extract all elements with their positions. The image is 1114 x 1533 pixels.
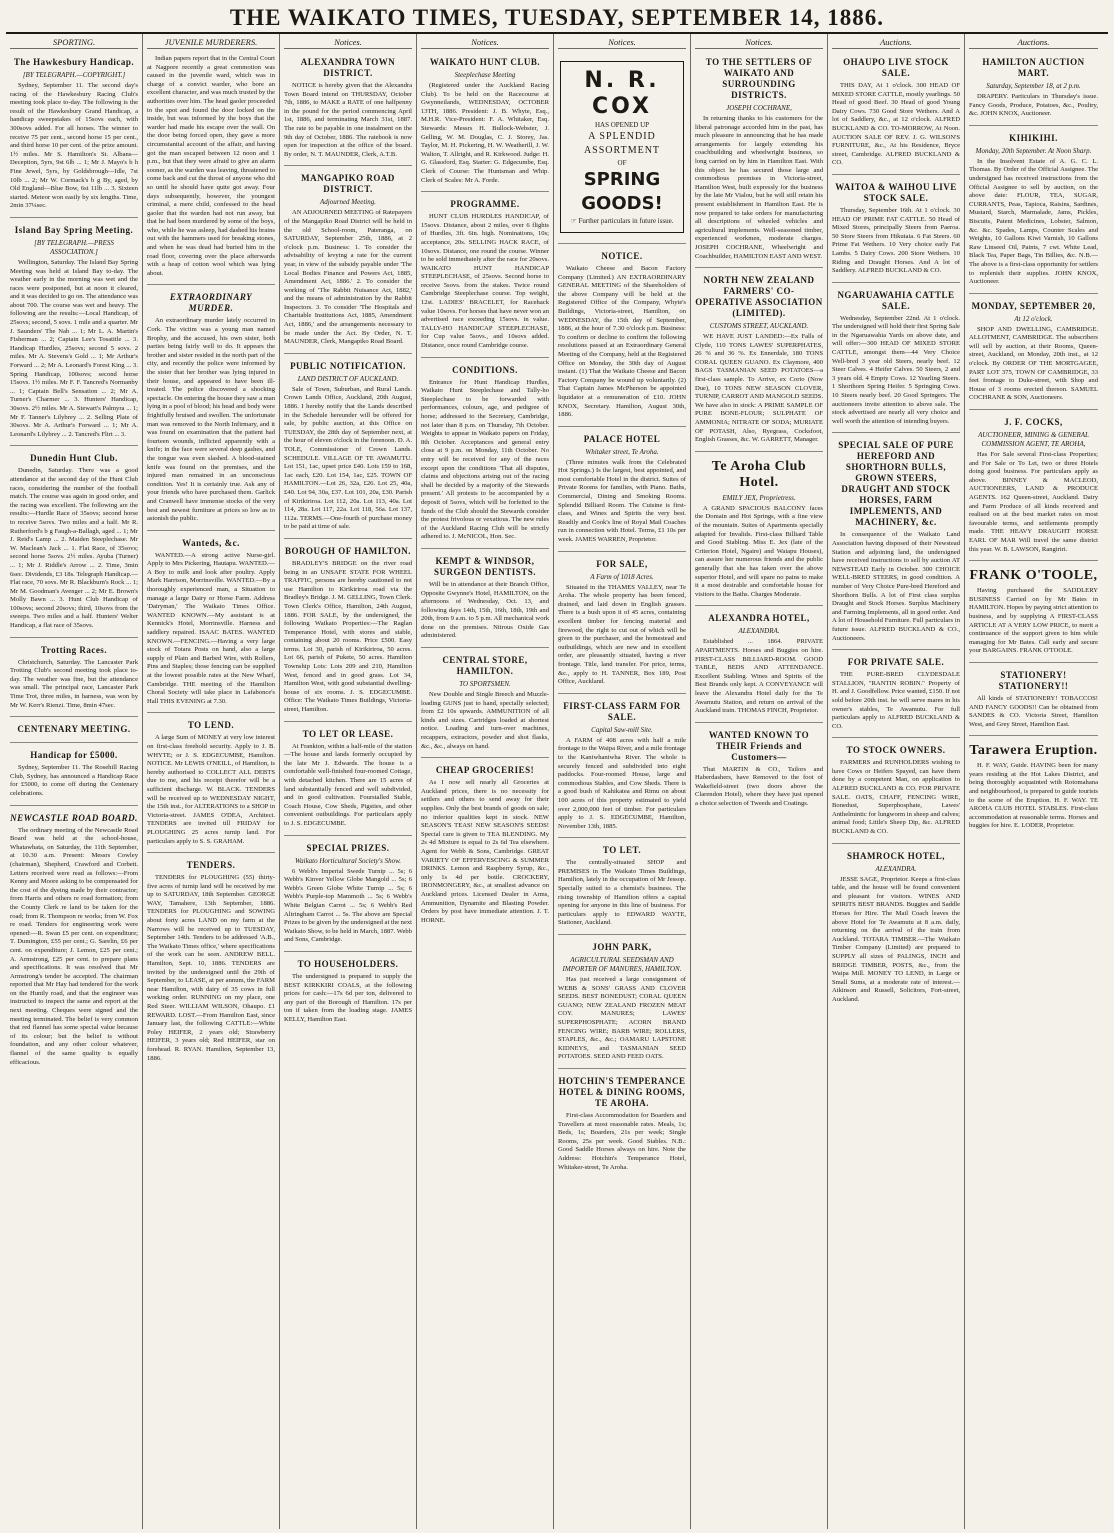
article-body: First-class Accommodation for Boarders and Travellers at most reasonable rates. Meals, 1s; Beds, 1s; Boarders, 21s per week; Single Rooms, 25s per week. Good Stables. N.B.: Good Saddle Horses always on hire. Note the Address: Hotchin's Temperance Hotel, Whitaker-street, Te Aroha. <box>558 1111 686 1171</box>
article <box>969 129 1098 294</box>
article-body: Situated in the THAMES VALLEY, near Te Aroha. The whole property has been fenced, drained, and laid down in English grasses. There is a bush upon it of 45 acres, containing excellent timber for fencing material and firewood, the right to cut out of which will be given to the purchaser, and the homestead and outbuildings, which are new and in excellent order, are pleasantly situated, having a river frontage. Title, land transfer. For price, terms, &c., apply to H. TANNER, Box 189, Post Office, Auckland. <box>558 583 686 686</box>
article-body: Entrance for Hunt Handicap Hurdles, Waikato Hunt Steeplechase and Tally-ho Steeplechase to be forwarded with performances, colours, age, and pedigree of horse; addressed to the Secretary, Cambridge, not later than 8 p.m. on Thursday, 7th October. Weights to appear in Waikato papers on Friday, 8th October. Acceptances and general entry close at 9 p.m. on Monday, 11th October. No entry will be received for any of the races except upon the conditions 'That all disputes, claims and objections arising out of the racing shall be decided by a majority of the Stewards present.' All protests to be accompanied by a deposit of 5sovs, which will be forfeited to the funds of the Club should the Stewards consider the protest frivolous or vexatious. The new rules of the Auckland Racing Club will be strictly adhered to. J. McNICOL, Hon. Sec. <box>421 378 549 541</box>
article-heading: FOR SALE, <box>596 558 648 569</box>
column-8 <box>965 34 1102 1529</box>
article-heading: WANTED KNOWN TO THEIR Friends and Customers— <box>708 729 810 762</box>
article-body: Sydney, September 11. The second day's racing of the Hawkesbury Racing Club's meeting took place to-day. The following is the result of the Hawkesbury Grand Handicap, a handicap sweepstakes of 15sovs each, with 300sovs added. For all horses. The winner to receive 75 per cent., second horse 15 per cent., and third horse 10 per cent. of the prize amount. 1½ miles. Mr S. Hamilton's St. Albans—Deception, 5yrs, 9st 6lb ... 1; Mr J. Mayo's b h Fine Jewel, 5yrs, by Goldsbrough—Idle, 7st 10lb ... 2; Mr W. Cormack's b g By, aged, by Old England—Blue Bow, 6st 11lb ... 3. Sixteen started. Meteor won easily by six lengths. Time, 2min 37¼sec. <box>10 82 138 210</box>
column-header: Notices. <box>558 36 686 49</box>
article-heading: PALACE HOTEL <box>583 433 661 444</box>
article-heading: SHAMROCK HOTEL, <box>846 850 945 861</box>
article-body: HUNT CLUB HURDLES HANDICAP, of 15sovs. Distance, about 2 miles, over 6 flights of Hurdles, 3ft. 6in. high. Nominations, 10s; acceptance, 20s. SELLING HACK RACE, of 10sovs. Distance, one round the course. Winner to be sold immediately after the race for 20sovs. WAIKATO HUNT HANDICAP STEEPLECHASE, of 25sovs. Second horse to receive 5sovs. from the stakes. Twice round Cambridge Steeplechase course. Top weight, 12st. LADIES' BRACELET, for Racehack value 10sovs. For horses that have never won an advertised race exceeding 15sovs. in value. TALLY-HO HANDICAP STEEPLECHASE, for Cup value 5sovs., and 10sovs added. Distance, once round Cambridge course. <box>421 213 549 350</box>
article <box>832 286 960 434</box>
article-body: Indian papers report that in the Central Court at Nagpore recently a great commotion was caused in the juvenile ward, which was in charge of a convict warder, who bore an excellent character, and was much trusted by the authorities over him. The head gaoler proceeded to the spot and found the door locked on the inside, but was informed by the boys that the warder had made his escape over the wall. On the door being forced open, they gave a more circumstantial account of the affair, and having got the man escaped between 12 noon and 1 p.m., but that they were afraid to give an alarm sooner, as the warden was leaving, threatened to come back and cut the throat of anyone who did so until he should have quite got away. Four days subsequently, however, the youngest criminal, a mere child, confessed to the head gaoler that the warden had not run away, but that he had been murdered by some of the boys, who, while he was asleep, had dashed his brains out with the hammers used for breaking stones, and when he was dead had buried him in the road floor, covering over the place afterwards with a heap of cotton wool which was lying about. <box>147 55 275 277</box>
article-subheading: [BY TELEGRAPH.—PRESS ASSOCIATION.] <box>34 238 114 256</box>
article-heading: Trotting Races. <box>40 644 108 655</box>
article-subheading: JOSEPH COCHRANE, <box>726 104 792 112</box>
article-heading: The Hawkesbury Handicap. <box>13 57 135 67</box>
article <box>695 726 823 815</box>
article-heading: Dunedin Hunt Club. <box>30 453 118 464</box>
column-header: Notices. <box>695 36 823 49</box>
article-subheading: A Farm of 1018 Acres. <box>590 572 654 581</box>
article-heading: WAIKATO HUNT CLUB. <box>429 57 541 67</box>
article <box>421 53 549 192</box>
article <box>10 720 138 743</box>
ad-note: ☞ Further particulars in future issue. <box>570 217 674 225</box>
article-heading: ALEXANDRA TOWN DISTRICT. <box>300 57 396 78</box>
article-body: Sydney, September 11. The Rosehill Racing Club, Sydney, has announced a Handicap Race for £5000, to come off during the Centenary celebrations. <box>10 764 138 797</box>
article-subheading: AUCTIONEER, MINING & GENERAL COMMISSION AGENT, TE AROHA, <box>978 431 1089 449</box>
article-subheading: Capital Saw-mill Site. <box>591 725 653 734</box>
article <box>832 53 960 175</box>
article-heading: CONDITIONS. <box>452 364 518 375</box>
article-heading: Handicap for £5000. <box>30 750 118 761</box>
article-heading: SPECIAL SALE OF PURE HEREFORD AND SHORTHORN BULLS, GROWN STEERS, DRAUGHT AND STOCK HORSES, FARM IMPLEMENTS, AND MACHINERY, &c. <box>838 440 954 528</box>
article-subheading: LAND DISTRICT OF AUCKLAND. <box>297 374 399 383</box>
article <box>284 839 412 952</box>
article <box>284 955 412 1031</box>
article-body: At Frankton, within a half-mile of the station—The house and lands formerly occupied by the late Mr J. Edwards. The house is a comfortable well-finished four-roomed Cottage, with detached kitchen. There are 15 acres of land substantially fenced and well subdivided, and in good cultivation. Fourstalled Stable, Coach House, Cow Sheds, Pigsties, and other convenient outbuildings. For particulars apply to J. S. EDGECUMBE. <box>284 742 412 827</box>
article-body: H. F. WAY, Guide. HAVING been for many years residing at the Hot Lakes District, and being thoroughly acquainted with Rotomahana and neighbourhood, is prepared to guide tourists to the scene of the Eruption. H. F. WAY. TE AROHA CLUB HOTEL STABLES. First-class accommodation at reasonable terms. Horses and buggies for hire. E. LODER, Proprietor. <box>969 762 1098 830</box>
article <box>147 716 275 853</box>
article-body: BRADLEY'S BRIDGE on the river road being in an UNSAFE STATE FOR WHEEL TRAFFIC, persons are hereby cautioned to not use Hamilton to Kirikiriroa road via the Bradley's Bridge. J. M. GELLING, Town Clerk. Town Clerk's Office, Hamilton, 24th August, 1886. FOR SALE, by the undersigned, the following Waikato Properties:—The Raglan Temperance Hotel, with stores and stable, containing about 20 rooms. Price £500. Easy terms. Lot 30, parish of Kirikiriroa, 50 acres. Lot 66, parish of Pukete, 50 acres. Hamilton Township Lots: Lots 209 and 210, Hamilton West, fenced and in good grass. Lot 34, Hamilton West, with good substantial dwelling-house of six rooms. J. S. EDGECUMBE. Office: The Waikato Times Buildings, Victoria-street, Hamilton. <box>284 559 412 714</box>
article-subheading: ALEXANDRA. <box>738 627 780 636</box>
article <box>695 609 823 722</box>
column-header: Notices. <box>284 36 412 49</box>
article-heading: NGARUAWAHIA CATTLE SALE. <box>837 289 955 311</box>
article-body: Dunedin, Saturday. There was a good attendance at the second day of the Hunt Club races, considering the number of the football match. The course was again in good order, and the racing was excellent. The following are the results:—Hurdle Race of 35sovs; second horse to receive 5sovs. Two miles and a half. Mr R. Rutherford's b g Faugh-a-Ballagh, aged ... 1; Mr J. Reid's Lamp ... 2. Maiden Steeplechase. Mr W. Maclean's Jack ... 1. Flat Race, of 35sovs; second horse 5sovs. 2½ miles. Ayuba (Turner) ... 1; Mr J. Riddle's Arrow ... 2. Time, 3min 6sec. Dividends, £3 18s. Telegraph Handicap.—Flat race, 70 sovs. Mr R. Blackburn's Rock ... 1; Mr M. Goodman's Avenger ... 2; Mr E. Brown's Molly Bawn ... 3. Hunt Club Handicap of 100sovs; second 20sovs; third, 10sovs from the sweeps. Two miles and a half. Hunters' Welter Handicap, a flat race of 35sovs. <box>10 467 138 630</box>
article <box>10 449 138 637</box>
article-heading: JOHN PARK, <box>592 942 652 953</box>
article-body: AN ADJOURNED MEETING of Ratepayers of the Mangapiko Road District will be held in the old School-room, Pateranga, on SATURDAY, September 25th, 1886, at 2 o'clock p.m. Business: 1. To consider the advisability of levying a rate for the current year, in view of the subsidy payable under 'The Local Bodies Finance and Powers Act, 1885, Amendment Act, 1886.' 2. To consider the working of 'The Rabbit Nuisance Act, 1882,' and the means of administration by the Rabbit Inspectors. 3. To consider 'The Hospitals and Charitable Institutions Act, 1885, Amendment Act, 1886,' and the arrangements necessary to be made under the Act. By Order, N. T. MAUNDER, Clerk, Mangapiko Road Board. <box>284 209 412 346</box>
article-body: A GRAND SPACIOUS BALCONY faces the Domain and Hot Springs, with a fine view of the mountain. Suites of Apartments specially adapted for Invalids. First-class Billiard Table and Good Stabling. Miss E. Jex (late of the Criterion Hotel, Ngaire) and Waiapu Houses), can assure her numerous friends and the public generally that she has taken over the above superior Hotel, and will spare no pains to make it a most desirable and comfortable house for visitors to the Baths. Charges Moderate. <box>695 504 823 598</box>
article-body: THE PURE-BRED CLYDESDALE STALLION, "RANTIN ROBIN." Property of H. and J. Goodfellow. Price wanted, £150. If not sold before 20th inst. he will serve mares in his owner's stables, Te Awamutu. For full particulars apply to ALFRED BUCKLAND & CO. <box>832 671 960 730</box>
article-heading: NORTH NEW ZEALAND FARMERS' CO-OPERATIVE ASSOCIATION (LIMITED). <box>695 275 823 319</box>
article-heading: Te Aroha Club Hotel. <box>711 458 807 490</box>
article-body: SHOP AND DWELLING, CAMBRIDGE. ALLOTMENT, CAMBRIDGE. The subscribers will sell by auction, at their Rooms, Queen-street, Auckland, on Monday, 20th inst., at 12 o'clock. By ORDER OF THE MORTGAGEE, PART LOT 375, TOWN OF CAMBRIDGE, 33 feet frontage to Duke-street, with Shop and House of 3 rooms erected thereon. SAMUEL COCHRANE & SON, Auctioneers. <box>969 325 1098 402</box>
advertisement-box <box>560 61 684 233</box>
article-heading: TO STOCK OWNERS. <box>846 745 946 756</box>
article-subheading: CUSTOMS STREET, AUCKLAND. <box>709 322 809 331</box>
article-heading: CENTENARY MEETING. <box>17 724 131 735</box>
article <box>969 53 1098 126</box>
article <box>10 641 138 718</box>
article-heading: TO LET. <box>602 845 642 856</box>
article-body: WE HAVE JUST LANDED:—Ex Falls of Clyde, 110 TONS LAWES' SUPERPHATES, 26 % and 36 %. Ex Ennerdale, 180 TONS CORAL QUEEN GUANO. Ex Claymore, 400 BAGS TASMANIAN SEED POTATOES—a first-class sample. To Arrive, ex Corio (Now Due), 10 TONS NEW SEASON CLOVER, TURNIP, CARROT AND MANGOLD SEEDS. We have also in stock: A PRIME SAMPLE OF PURE BONE-FLOUR; SULPHATE OF AMMONIA; NITRATE OF SODA; MURIATE OF POTASH, Also, Ryegrass, Cocksfoot, English Grasses, &c. W. GARRETT, Manager. <box>695 333 823 444</box>
article-heading: CENTRAL STORE, HAMILTON. <box>442 655 528 677</box>
article-body: The centrally-situated SHOP and PREMISES in The Waikato Times Buildings, Hamilton, lately in the occupation of Mr Jessop. Specially suited to a chemist's business. The rising township of Hamilton offers a capital opening for anyone in this line of business. For particulars apply to EDWARD WAYTE, Stationer, Auckland. <box>558 859 686 927</box>
article-body: Has For Sale several First-class Properties; and For Sale or To Let, two or three Hotels doing good business. For particulars apply as above. BINNEY & MACLEOD, AUCTIONEERS, LAND & PRODUCE AGENTS. 162 Queen-street, Auckland. Dairy and Farm Produce of all kinds received and realised on at the best market rates on most favourable terms, and settlements promptly made. THE HEAVY DRAUGHT HORSE EARL OF MAR Will travel the same district this year. W. B. LAWSON, Rangiriri. <box>969 451 1098 553</box>
article-body: Wednesday, September 22nd. At 1 o'clock. The undersigned will hold their first Spring Sale in the Ngaruawahia Yards on above date, and will offer:—300 HEAD OF MIXED STORE CATTLE, amongst them—44 Very Choice Well-bred 3 year old Steers, nearly beef. 12 Steer Calves. 4 Heifer Calves. 50 Steers, 2 and 3 years old. 4 Empty Cows. 12 Yearling Steers. 1 Shorthorn Spring Heifer. 5 Springing Cows. 10 Steers nearly beef. 20 Good Springers. The auctioneers invite attention to above sale. The stock advertised are nearly all very choice and well worth the attention of intending buyers. <box>832 314 960 425</box>
article-body: In returning thanks to his customers for the liberal patronage accorded him in the past, has much pleasure in announcing that he has made arrangements for largely extending his coachbuilding and wheelwright business, so long carried on by him in Hamilton East. With this object he has secured those large and commodious premises in Victoria-street, Hamilton West, built expressly for the business by the late Mr Vialou, but he will still retain his present establishment in Hamilton East. He is now prepared to take orders for manufacturing all descriptions of wheeled vehicles and agricultural implements. Well-seasoned timber, experienced workmen, moderate charges. JOSEPH COCHRANE, Wheelwright and Coachbuilder, HAMILTON EAST AND WEST. <box>695 115 823 260</box>
article-body: TENDERS for PLOUGHING (55) thirty-five acres of turnip land will be received by me up to SATURDAY, 18th September. GEORGE WAY, Tamahere, 13th September, 1886. TENDERS for PLOUGHING and SOWING about forty acres LAND on my farm at the Narrows will be received up to TUESDAY, September 14th. Tenders to be addressed 'A.B., The Waikato Times office,' where specifications of the work can be seen. ANDREW BELL. Hamilton, Sept. 10, 1886. TENDERS are invited by the undersigned until the 29th of September, to LEASE, at per annum, the FARM near Hamilton, with dairy of 35 cows in full working order. RUNNING on my place, one Red Steer. WILLIAM WILSON, Ohaupo. £1 REWARD. LOST.—From Hamilton East, since January last, the following CATTLE:—White Poley HEIFER, 2 years old; Strawberry HEIFER, 3 years old; Red HEIFER, star on forehead. R. RYAN. Hamilton, September 13, 1886. <box>147 874 275 1062</box>
article-body: NOTICE is hereby given that the Alexandra Town Board intend on THURSDAY, October 7th, 1886, to MAKE a RATE of one halfpenny in the pound for the period commencing April 1st, 1886, and terminating March 31st, 1887. The rate to be payable in one instalment on the 9th day of October, 1886. The ratebook is now open for inspection at the office of the board. By order, N. T. MAUNDER, Clerk, A.T.B. <box>284 82 412 158</box>
article <box>558 555 686 694</box>
article-heading: WAITOA & WAIHOU LIVE STOCK SALE. <box>835 181 957 203</box>
article-subheading: Adjourned Meeting. <box>320 198 376 207</box>
article-body: WANTED.—A strong active Nurse-girl. Apply to Mrs Pickering, Hautapu. WANTED.—A Boy to milk and look after poultry. Apply Mark Harrison, Morrinsville. WANTED.—By a thoroughly experienced man, a Situation to manage a large Dairy or Horse Farm. Address 'Dairyman,' The Waikato Times Office. WANTED KNOWN.—My assistant is at Kennick's Hotel, Morrinsville. Harness and saddlery repaired. ISAAC BATES. WANTED KNOWN.—FENCING.—Having a very large stock of Totara Posts on hand, also a large supply of Plain and Barbed Wire, with Rollers, Pins and Staples; those fencing can be supplied at the lowest possible rates at the New Wharf, Cambridge. THE meeting of the Hamilton Choral Society will take place in Lafabonce's Hall THIS EVENING at 7.30. <box>147 551 275 705</box>
article <box>10 746 138 805</box>
article <box>695 271 823 452</box>
ad-subline: HAS OPENED UP <box>594 121 650 129</box>
article-heading: Wanteds, &c. <box>182 537 240 548</box>
article-heading: J. F. COCKS, <box>1004 417 1063 428</box>
article-body: An extraordinary murder lately occurred in Cork. The victim was a young man named Brophy, and the accused, his own sister, both parties being fairly well to do. It appears the brother and sister resided in the north part of the city, and recently the police were informed by the sister that her brother was lying injured in their house, and appeared to have been ill-treated. The police discovered a shocking spectacle. On entering the house they saw a man lying in a pool of blood; his head and body were frightfully bruised and swollen. The unfortunate man was removed to the North Infirmary, and it was found on examination that the patient had fourteen wounds, inflicted apparently with a knife; in the face were several deep gashes, and the tongue was even slashed. A blood-stained knife was found on the premises, and the injured man remained in an unconscious condition. Yes! It is certainly true. Ask any of your friends who have purchased them. Garlick and Cranwell have immense stocks of the very best and newest furniture at prices so low as to astonish the public. <box>147 317 275 523</box>
article-heading: KEMPT & WINDSOR, SURGEON DENTISTS. <box>433 555 537 577</box>
article <box>10 53 138 218</box>
article-body: Established ... 1864. PRIVATE APARTMENTS. Horses and Buggies on hire. FIRST-CLASS BILLIARD-ROOM. GOOD TABLE, BEDS AND ATTENDANCE. Excellent Stabling. Wines and Spirits of the Best Brands only kept. A CONVEYANCE will leave the Alexandra Hotel daily for the Te Awamutu Station, and return on arrival of the Auckland train. THOMAS FINCH, Proprietor. <box>695 638 823 715</box>
article <box>421 761 549 931</box>
article <box>832 847 960 1011</box>
article-heading: CHEAP GROCERIES! <box>435 765 535 776</box>
article <box>421 195 549 358</box>
article-heading: FOR PRIVATE SALE. <box>847 657 945 668</box>
article <box>558 841 686 935</box>
article <box>832 178 960 283</box>
article-body: A large Sum of MONEY at very low interest on first-class freehold security. Apply to J. B. WHYTE; or J. S. EDGECUMBE, Hamilton. NOTICE. Mr LEWIS O'NEILL, of Hamilton, is hereby authorised to COLLECT ALL DEBTS due to me, and his receipt therefor will be a sufficient discharge. W. BLACK. TENDERS will be received up to WEDNESDAY NIGHT, the 15th inst., for ALTERATIONS to a SHOP in Victoria-street. JAMES O'DEA, Architect. TENDERS are invited till FRIDAY for PLOUGHING 25 acres turnip land. For particulars apply to S. S. GRAHAM. <box>147 734 275 845</box>
article <box>969 666 1098 736</box>
column-4 <box>417 34 554 1529</box>
article-heading: PUBLIC NOTIFICATION. <box>290 360 406 371</box>
article <box>558 430 686 552</box>
article-body: Has just received a large consignment of WEBB & SONS' GRASS AND CLOVER SEEDS. BEST BONEDUST; CORAL QUEEN GUANO; NEW ZEALAND FROZEN MEAT COY. MANURES; LAWES' SUPERPHOSPHATE; ACORN BRAND FENCING WIRE; BARB WIRE; ROLLERS, STAPLES, &c., &c.; OAMARU LAPSTONE KIDNEYS, and TASMANIAN SEED POTATOES. SEED AND FEED OATS. <box>558 976 686 1061</box>
article-body: New Double and Single Breech and Muzzle-loading GUNS just to hand, specially selected; from £2 10s upwards. AMMUNITION of all kinds and sizes. Cartridges loaded at shortest notice. Loading and turn-over machines, recappers, extractors, powder and shot flasks, &c., &c., always on hand. <box>421 691 549 750</box>
article <box>832 741 960 843</box>
ad-title: SPRING GOODS! <box>581 169 663 214</box>
column-7 <box>828 34 965 1529</box>
article-body: The ordinary meeting of the Newcastle Road Board was held at the school-house, Whatawhata, on Saturday, the 11th September, at 10.30 a.m. Present: Messrs Cowley (chairman), Shepherd, Crawford and Corbett. Letters received were read as follows:—From Kenny and Moore asking to be compensated for the cost of the dyeing made by their contractor; from Harris and others re road formation; from the County Clerk re land to be taken for the road; from R. Thompson re works; from W. Fox re road. Tenders for engineering work were opened:—R. Swan £5 per cent. on expenditure; T. Dumington, £55 per cent.; G. Sarelin, £6 per cent. on expenditure; J. Lemon, £25 per cent.; A. Armstrong, £25 per cent. to prepare plans and specifications. It was resolved that Mr Armstrong's tender be accepted. The chairman reported that Mr Hay had tendered for the work on the Huntly road, and that the engineer was instructed to inspect the same and report at the next meeting. Cheques were signed and the meeting terminated. The belief is very common that red flannel has some special value because of its colour; but the belief is without foundation, and any other colour whatever, flannel of the same quality is equally efficacious. <box>10 826 138 1066</box>
article <box>147 53 275 285</box>
article-heading: Island Bay Spring Meeting. <box>14 224 134 235</box>
article-heading: BOROUGH OF HAMILTON. <box>285 545 411 556</box>
article <box>421 651 549 758</box>
article-heading: ALEXANDRA HOTEL, <box>708 613 810 624</box>
article <box>147 534 275 714</box>
article-subheading: AGRICULTURAL SEEDSMAN AND IMPORTER OF MANURES, HAMILTON. <box>562 956 682 974</box>
article-subheading: Whitaker street, Te Aroha. <box>585 447 659 456</box>
article-heading: NOTICE. <box>601 251 643 261</box>
article-subheading: Steeplechase Meeting <box>454 71 516 79</box>
article-heading: SPECIAL PRIZES. <box>306 842 390 853</box>
article-body: DRAPERY. Particulars in Thursday's issue. Fancy Goods, Produce, Potatoes, &c., Poultry, &c. JOHN KNOX, Auctioneer. <box>969 93 1098 118</box>
article-heading: FRANK O'TOOLE, <box>969 568 1098 584</box>
article-body: (Three minutes walk from the Celebrated Hot Springs.) Is the largest, best appointed, and most comfortable Hotel in the district. Suites of Private Rooms for families, with Piano. Baths, Commercial, Dining and Smoking Rooms. Splendid Billiard Room. The Cuisine is first-class, and Wines and Spirits the very best. Readily and Cook's line of Royal Mail Coaches run in connection with Hotel. Terms, £1 10s per week. JAMES WARREN, Proprietor. <box>558 458 686 544</box>
ad-headline: A SPLENDID ASSORTMENT <box>583 131 661 156</box>
article <box>284 169 412 354</box>
article-subheading: At 12 o'clock. <box>1014 314 1053 323</box>
column-header: Auctions. <box>969 36 1098 49</box>
article-body: Christchurch, Saturday. The Lancaster Park Trotting Club's second meeting took place to-day. The weather was fine, but the attendance was small. The principal race, Lancaster Park Time Trot, three miles, in harness, was won by Mr W. Kerr's Rienzi. Time, 8min 47sec. <box>10 658 138 709</box>
article-subheading: ALEXANDRA. <box>875 864 917 873</box>
article-subheading: Saturday, September 18, at 2 p.m. <box>986 82 1081 90</box>
article-body: Thursday, September 16th. At 1 o'clock. 30 HEAD OF PRIME FAT CATTLE. 50 Head of Mixed Stores, principally Steers from Paeroa. 50 Store Steers from Hikutaia. 6 Fat Steers. 60 Prime Fat Wethers. 10 Very choice early Fat Lambs. 5 Dairy Cows. 200 Store Wethers. 10 Riding and Draught Horses. And A lot of Saddlery. ALFRED BUCKLAND & CO. <box>832 206 960 275</box>
column-header: Auctions. <box>832 36 960 49</box>
article-heading: KIHIKIHI. <box>1009 132 1058 143</box>
article-body: (Registered under the Auckland Racing Club). To be held on the Racecourse at Gwynneilands, WEDNESDAY, OCTOBER 13TH, 1886. President: J. B. Whyte, Esq., M.H.R. Vice-President: F. A. Whitaker, Esq. Stewards: Messrs H. Bullock-Webster, J. Gelling, W. M. Douglas, C. J. Storey, Jas. Taylor, M. H. Pickering, H. W. Weatherill, J. W. Walton, T. Allright, and R. Kirkwood. Judge: H. G. Glassford, Esq. Starter: G. Edgecumbe, Esq. Clerk of Course: The Huntsman and Whip. Clerk of Scales: Mr A. Forde. <box>421 82 549 184</box>
article <box>969 564 1098 663</box>
article-heading: TO HOUSEHOLDERS. <box>297 958 399 969</box>
article-body: Sale of Town, Suburban, and Rural Lands. Crown Lands Office, Auckland, 20th August, 1886. I hereby notify that the Lands described in the Schedule hereunder will be offered for sale, by public auction, at this Office on TUESDAY, the 28th day of September next, at the hour of eleven o'clock in the forenoon. D. A. TOLE, Commissioner of Crown Lands. SCHEDULE. VILLAGE OF TE AWAMUTU. Lot 151, 1ac, upset price £40. Lots 159 to 168, 1ac each, £20. Lot 154, 1ac, £25. TOWN OF HAMILTON.—Lot 26, 32a, £26. Lot 25, 40a, £40. Lot 94, 30a, £37. Lot 101, 20a, £30. Parish of Kirikiriroa. Lot 112, 20a. Lot 113, 40a. Lot 114, 28a. Lot 117, 22a. Lot 118, 56a. Lot 137, 112a. TERMS.—One-fourth of purchase money to be paid at time of sale. <box>284 385 412 531</box>
article <box>558 697 686 839</box>
article-subheading: Waikato Horticultural Society's Show. <box>294 856 402 865</box>
article-heading: FIRST-CLASS FARM FOR SALE. <box>563 700 681 722</box>
article <box>147 856 275 1069</box>
article <box>832 436 960 650</box>
column-2 <box>143 34 280 1529</box>
article-heading: TO THE SETTLERS OF WAIKATO AND SURROUNDING DISTRICTS. <box>705 57 813 100</box>
article <box>147 288 275 530</box>
article-body: JESSE SAGE, Proprietor. Keeps a first-class table, and the house will be found convenient and pleasant for visitors. WINES AND SPIRITS BEST BRANDS. Buggies and Saddle Horses for Hire. The Mail Coach leaves the above Hotel for Te Awamutu at 8 a.m. daily, returning on the arrival of the train from Auckland. TOTARA TIMBER.—The Waikato Timber Company (Limited) are prepared to SUPPLY all sizes of PALINGS, INCH and BRIDGE TIMBER, POSTS, &c., from the Waipa Mill. MONEY TO LEND, in Large or Small Sums, at a moderate rate of interest.—Atkinson and Russell, Solicitors, Fort-street, Auckland. <box>832 875 960 1003</box>
article <box>695 455 823 607</box>
article <box>421 361 549 549</box>
article-heading: OHAUPO LIVE STOCK SALE. <box>843 57 949 78</box>
article-heading: PROGRAMME. <box>450 199 520 210</box>
article <box>284 53 412 166</box>
article <box>10 809 138 1074</box>
columns-container <box>6 34 1108 1529</box>
column-header: JUVENILE MURDERERS. <box>147 36 275 49</box>
article-body: Wellington, Saturday. The Island Bay Spring Meeting was held at Island Bay to-day. The weather early in the morning was wet and the races were postponed, but at noon it cleared, and it was decided to go on. The attendance was about 700. The course was wet and heavy. The following are the results:—Local Handicap, of 25sovs; second, 5 sovs. 1 mile and a quarter. Mr J. Saunders' The Nab ... 1; Mr L. A. Martin's Fisherman ... 2; Captain Lee's Tosatitle ... 3. Handicap Hurdles, 25sovs; second 5 sovs. 2 miles. Mr A. Stevens's Gold ... 1; Mr Arthur's Forward ... 2; Mr A. Leonard's Forest King ... 3. Spring Handicap, 100sovs; second horse 15sovs. 1½ miles. Mr F. F. Tancred's Normanby ... 1; Captain Bell's Sensation ... 2; Mr A. Turner's Charmer ... 3. Hunters' Handicap, 30sovs. 2½ miles. Mr A. Stewart's Palmyra ... 1; Mr F. Tanner's Lilybrey ... 2. Selling Plate of 30sovs. Mr A. Arthur's Forward ... 1; Mr A. Leonard's Lilybrey ... 2. Tancred's Flirt ... 3. <box>10 258 138 438</box>
article <box>558 247 686 427</box>
article-body: In consequence of the Waikato Land Association having disposed of their Newstead Station and adjoining land, the undersigned have received instructions to sell by auction AT NEWSTEAD Early in October. 300 CHOICE WELL-BRED STEERS, in good condition. A number of Very Choice Pure-bred Hereford and Shorthorn Bulls. A lot of First class surplus Draught and Stock Horses. Surplus Machinery and Farming Implements, all in good order. And A lot of Household Furniture. Full particulars in future issue. ALFRED BUCKLAND & CO., Auctioneers. <box>832 531 960 642</box>
article-body: All kinds of STATIONERY! TOBACCOS! AND FANCY GOODS!! Can be obtained from SANDES & CO. Victoria Street, Hamilton West, and Grey Street, Hamilton East. <box>969 694 1098 728</box>
article <box>969 739 1098 837</box>
article-subheading: Monday, 20th September. At Noon Sharp. <box>975 146 1092 155</box>
article-body: THIS DAY, At 1 o'clock. 300 HEAD OF MIXED STORE CATTLE, mostly yearlings. 50 Head of good Beef. 30 Head of good Young Dairy Cows. 730 Good Store Wethers. And A lot of Saddlery, &c., at 12 o'clock. ALFRED BUCKLAND & CO. TO-MORROW, At Noon. AUCTION SALE OF REV. J. G. WILSON'S FURNITURE, &c., At his Residence, Bryce street, Cambridge. ALFRED BUCKLAND & CO. <box>832 82 960 167</box>
article <box>421 552 549 648</box>
article-body: As I now sell nearly all Groceries at Auckland prices, there is no necessity for settlers and others to send away for their supplies. Only the best brands of goods on sale; no inferior qualities kept in stock. NEW SEASON'S TEAS! NEW SEASON'S SEEDS! Special care is given to TEA BLENDING. My 2s 4d Mixture is equal to 2s 6d Tea elsewhere. Agent for Webb & Sons, Cambridge. GREAT VARIETY OF EFFERVESCING & SUMMER DRINKS. Lemon and Raspberry Syrup, &c., only 1s 4d per bottle. CROCKERY, IRONMONGERY, &c., at smallest advance on Auckland prices. Licensed Dealer in Arms, Ammunition, Dynamite and Blasting Powder. Orders by post have immediate attention. J. T. HORNE. <box>421 779 549 924</box>
article-heading: NEWCASTLE ROAD BOARD. <box>10 812 138 823</box>
article <box>969 413 1098 561</box>
article <box>558 938 686 1069</box>
article-heading: HAMILTON AUCTION MART. <box>982 57 1085 78</box>
article-body: In the Insolvent Estate of A. G. C. L. Thomas. By Order of the Official Assignee. The undersigned has received instructions from the Official Assignee to sell by auction, on the above date: FLOUR, TEA, SUGAR, CURRANTS, Peas, Tapioca, Raisins, Sardines, Mustard, Starch, Marmalade, Jams, Pickles, Biscuits, Patent Medicines, Lobster, Salmon, &c. &c. Spades, Lamps, Counter Scales and Weights, 10 Gallons Kiwi Varnish, 10 Gallons Raw Linseed Oil, Paints, 7 cwt. White Lead, Black Tea, Paper Bags, Tin Billies, &c. N.B.—The above is a first-class opportunity for settlers to replenish their supplies. JOHN KNOX, Auctioneer. <box>969 157 1098 286</box>
column-header: Notices. <box>421 36 549 49</box>
column-header: SPORTING. <box>10 36 138 49</box>
article-body: Having purchased the SADDLERY BUSINESS Carried on by Mr Bates in HAMILTON. Hopes by paying strict attention to business, and by supplying A FIRST-CLASS ARTICLE AT A VERY LOW PRICE, to merit a continuance of the support given to him while managing for Mr Bates. Call early and secure your BARGAINS. FRANK O'TOOLE. <box>969 587 1098 655</box>
article-heading: Tarawera Eruption. <box>969 743 1098 759</box>
article-heading: MONDAY, SEPTEMBER 20, <box>971 300 1096 311</box>
article <box>695 53 823 268</box>
article-subheading: EMILY JEX, Proprietress. <box>722 493 796 502</box>
article-subheading: [BY TELEGRAPH.—COPYRIGHT.] <box>22 71 126 79</box>
article <box>284 725 412 836</box>
article-heading: TENDERS. <box>186 860 236 871</box>
article-body: 6 Webb's Imperial Swede Turnip ... 5s; 6 Webb's Kinver Yellow Globe Mangold ... 5s; 6 Webb's Green Globe White Turnip ... 5s; 6 Webb's Purple-top Mammoth ... 5s; 6 Webb's White Belgian Carrot ... 5s; 6 Webb's Red Altringham Carrot ... 5s. The above are Special Prizes to be given by the undersigned at the next Waikato Show, to be held in March, 1887. Webb and Sons, Cambridge. <box>284 867 412 944</box>
article-body: The undersigned is prepared to supply the BEST KIRKKIRI COALS, at the following prices for cash:—17s 6d per ton, delivered to any part of the Borough of Hamilton. 17s per ton if taken from the loading stage. JAMES KELLY, Hamilton East. <box>284 972 412 1023</box>
article <box>969 297 1098 410</box>
article <box>558 1072 686 1178</box>
article-heading: TO LET OR LEASE. <box>302 728 394 739</box>
article <box>558 53 686 244</box>
article-heading: MANGAPIKO ROAD DISTRICT. <box>301 173 395 195</box>
masthead: THE WAIKATO TIMES, TUESDAY, SEPTEMBER 14, 1886. <box>6 4 1108 34</box>
article <box>832 653 960 738</box>
article-heading: EXTRAORDINARY MURDER. <box>169 292 253 314</box>
article-body: A FARM of 408 acres with half a mile frontage to the Waipa River, and a mile frontage to the Kaniwhaniwha River. The whole is securely fenced and subdivided into eight paddocks. Four-roomed House, large and commodious Stables, and Cow Sheds. There is a good bush of Kahikatea and Rimu on about 100 acres of this property estimated to yield over 2,000,000 feet of timber. For particulars apply to J. S. EDGECUMBE, Hamilton, November 13th, 1885. <box>558 736 686 830</box>
article <box>284 357 412 539</box>
column-3 <box>280 34 417 1529</box>
article-body: Waikato Cheese and Bacon Factory Company (Limited.) AN EXTRAORDINARY GENERAL MEETING of the Shareholders of the above Company will be held at the Registered Office of the Company, Whyte's Buildings, Victoria-street, Hamilton, on WEDNESDAY, the 15th day of September, 1886, at the hour of 7.30 o'clock p.m. Business: To confirm or decline to confirm the following resolutions passed at an Extraordinary General Meeting of the Company, held at the Registered Office on Monday, the 30th day of August instant. (1) That the Waikato Cheese and Bacon Factory Company be wound up voluntarily. (2) That Captain James McPherson be appointed liquidator at a remuneration of £10. JOHN KNOX, Secretary. Hamilton, August 30th, 1886. <box>558 265 686 419</box>
article-body: Will be in attendance at their Branch Office, Opposite Gwynne's Hotel, HAMILTON, on the afternoons of Wednesday, Oct. 13, and following days 14th, 15th, 16th, 18th, 19th and 20th, from 9 a.m. to 5 p.m. All mechanical work done on the premises. Nitrous Oxide Gas administered. <box>421 580 549 640</box>
article-heading: TO LEND. <box>187 720 235 731</box>
article-heading: STATIONERY! STATIONERY!! <box>998 669 1069 691</box>
article-body: FARMERS and RUNHOLDERS wishing to have Cows or Heifers Spayed, can have them done by a competent Man, on application to ALFRED BUCKLAND & CO. FOR PRIVATE SALE. OATS, CHAFF, FENCING WIRE, Bonedust, Superphosphate, Lawes' Anthelmintic for lungworm in sheep and calves; animal food; Little's Sheep Dip, &c. ALFRED BUCKLAND & CO. <box>832 759 960 836</box>
article <box>10 221 138 446</box>
column-1 <box>6 34 143 1529</box>
ad-connector: OF <box>617 159 627 167</box>
article-body: That MARTIN & CO., Tailors and Haberdashers, have Removed to the foot of Wakefield-street (two doors above the Clarendon Hotel), where they have just opened a choice selection of Tweeds and Coatings. <box>695 765 823 808</box>
column-5 <box>554 34 691 1529</box>
article <box>284 542 412 722</box>
article-heading: HOTCHIN'S TEMPERANCE HOTEL & DINING ROOMS, TE AROHA. <box>558 1075 686 1108</box>
article-subheading: TO SPORTSMEN. <box>459 680 511 689</box>
column-6 <box>691 34 828 1529</box>
advertiser-name: N. R. COX <box>584 68 660 119</box>
